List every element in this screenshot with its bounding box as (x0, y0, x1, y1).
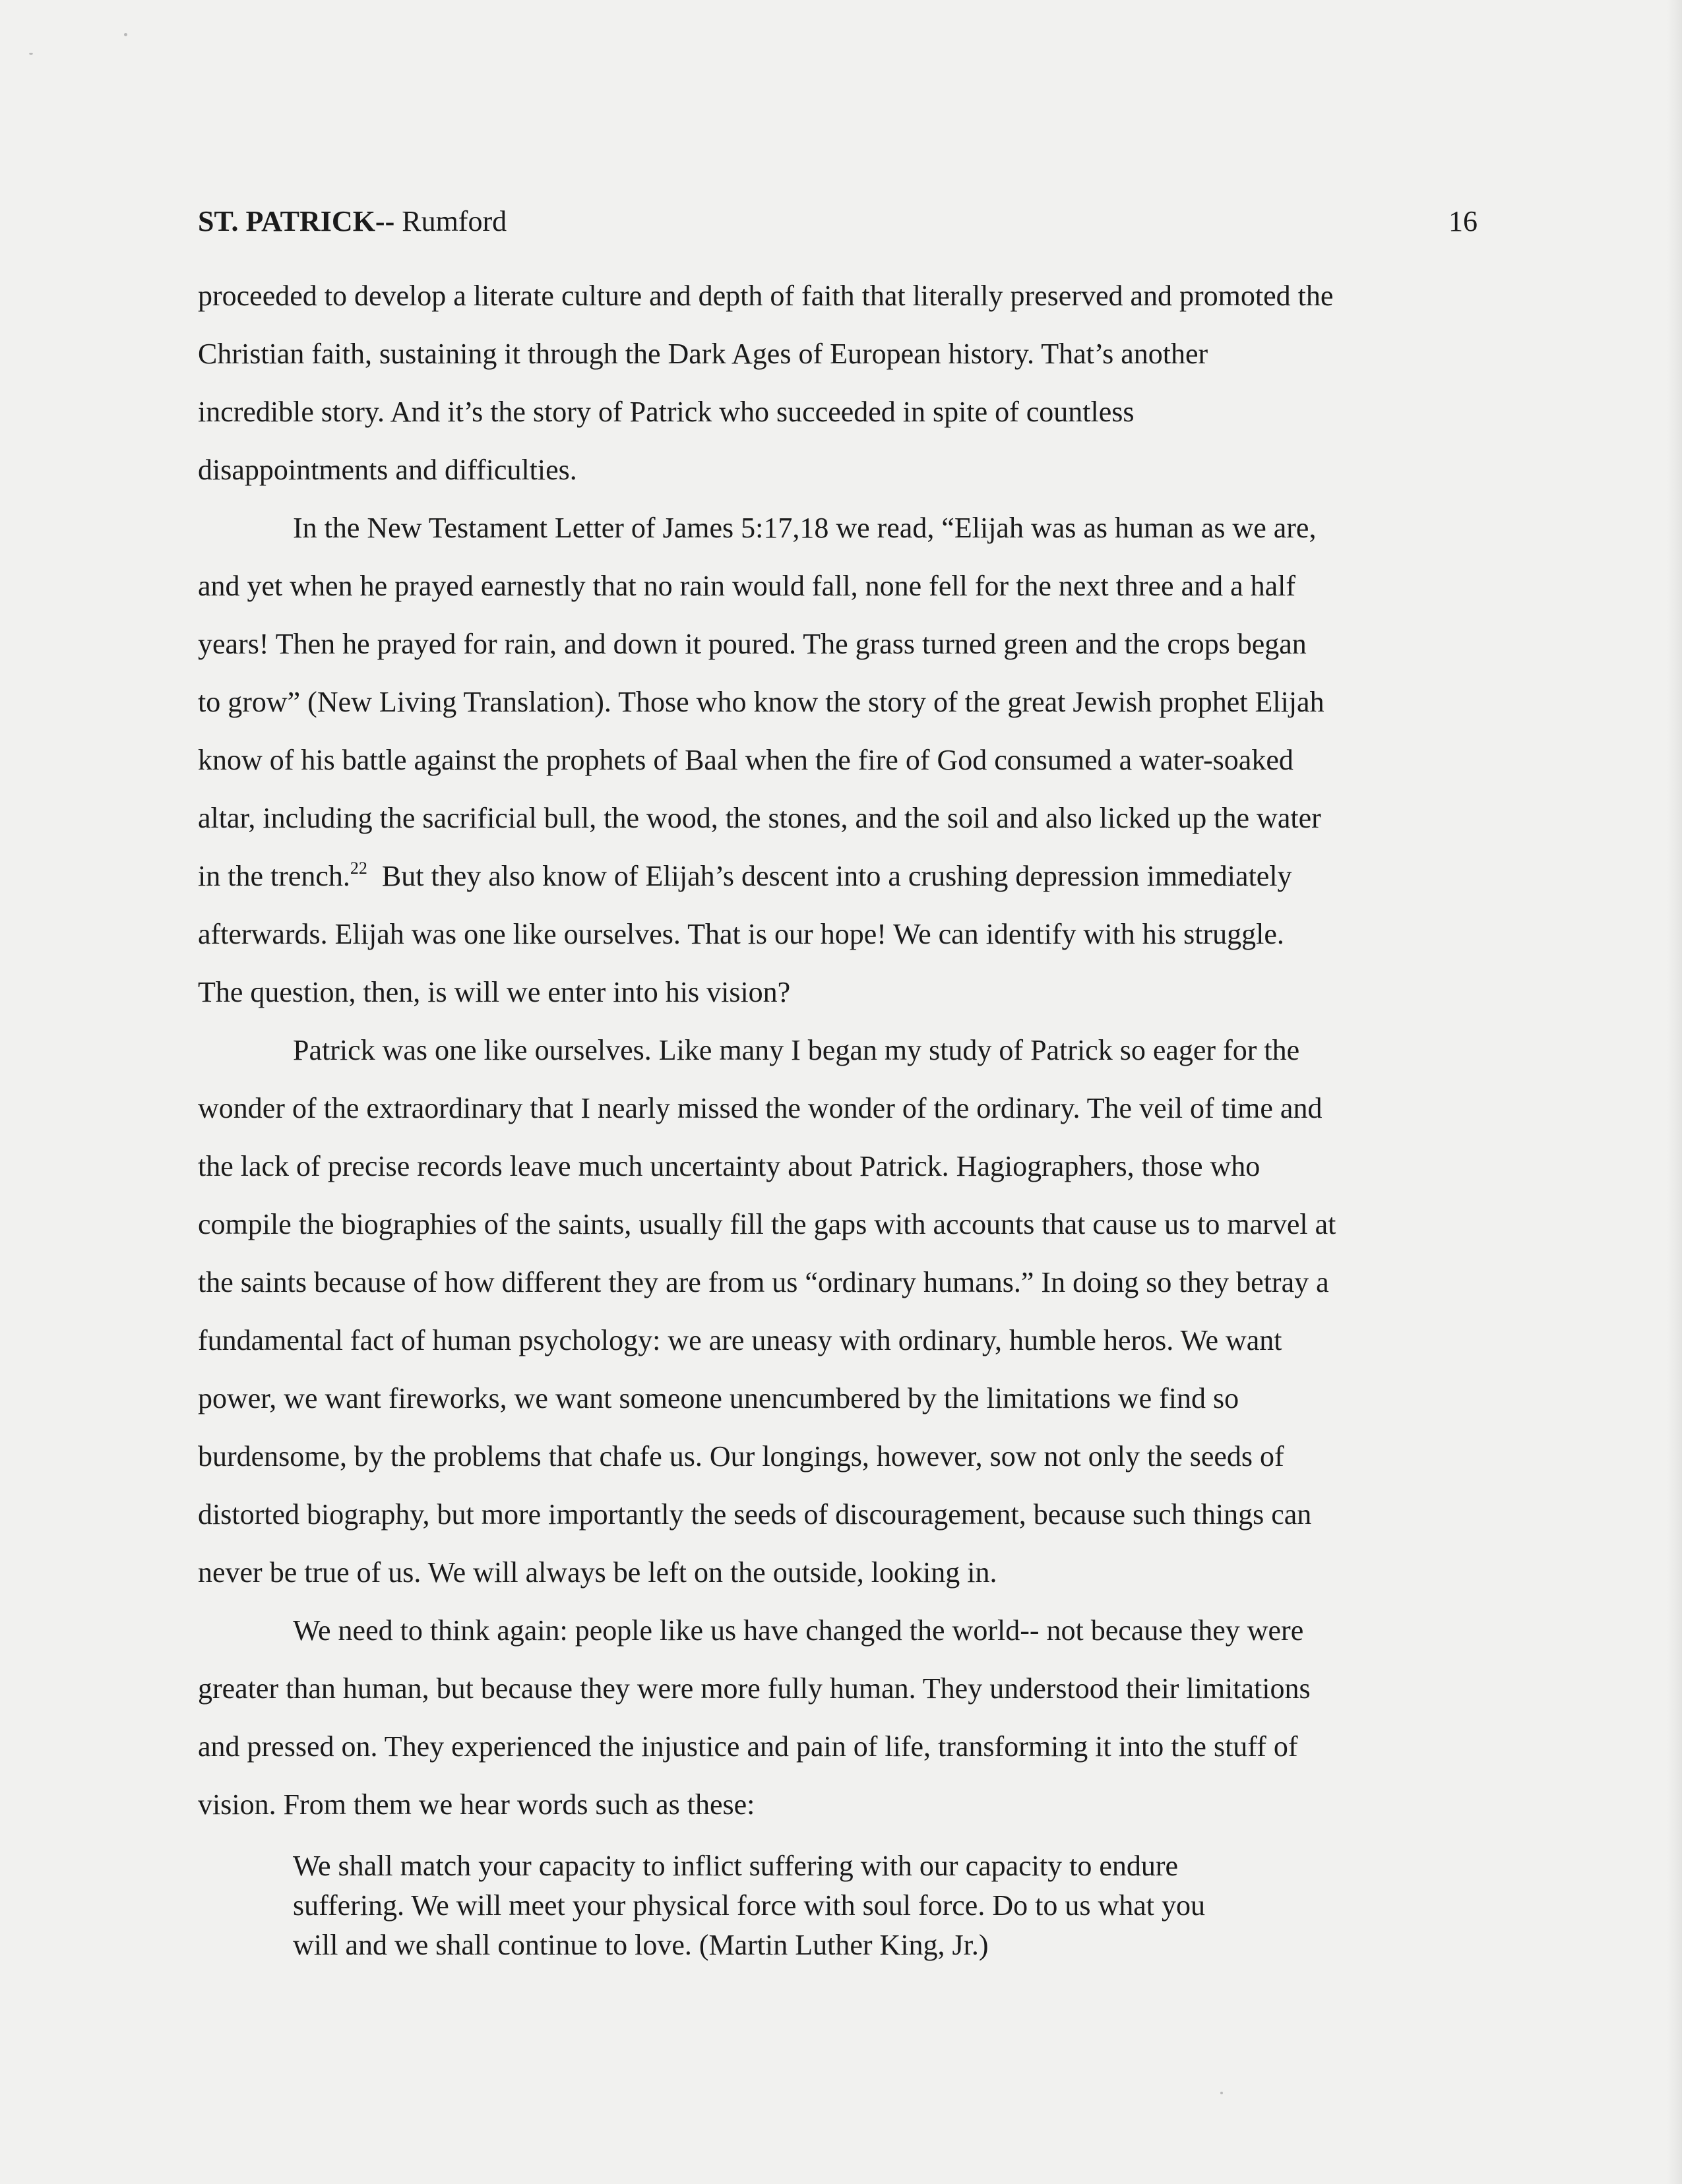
quote-line: will and we shall continue to love. (Martin Luther King, Jr.) (293, 1929, 989, 1961)
body-text (198, 267, 1478, 1834)
text-line: proceeded to develop a literate culture and depth of faith that literally preserved and promoted the (198, 280, 1334, 312)
block-quote (293, 1846, 1401, 1965)
quote-line: suffering. We will meet your physical force with soul force. Do to us what you (293, 1889, 1205, 1922)
page-number: 16 (1448, 205, 1478, 237)
scan-speck (124, 33, 127, 36)
text-line: Christian faith, sustaining it through the Dark Ages of European history. That’s another (198, 338, 1208, 370)
text-line-with-footnote (198, 847, 1478, 905)
text-line: the saints because of how different they are from us “ordinary humans.” In doing so they betray a (198, 1266, 1329, 1298)
text-line: Patrick was one like ourselves. Like many I began my study of Patrick so eager for the (293, 1034, 1300, 1066)
text-line: In the New Testament Letter of James 5:17,18 we read, “Elijah was as human as we are, (293, 512, 1317, 544)
text-line: the lack of precise records leave much uncertainty about Patrick. Hagiographers, those who (198, 1150, 1261, 1182)
text-line: greater than human, but because they were more fully human. They understood their limitations (198, 1672, 1311, 1705)
page-edge-shadow (1667, 0, 1682, 2184)
text-line: know of his battle against the prophets of Baal when the fire of God consumed a water-soaked (198, 744, 1293, 776)
text-line: disappointments and difficulties. (198, 454, 577, 486)
text-line: The question, then, is will we enter into his vision? (198, 976, 791, 1008)
text-line: power, we want fireworks, we want someone unencumbered by the limitations we find so (198, 1382, 1239, 1414)
text-line: incredible story. And it’s the story of Patrick who succeeded in spite of countless (198, 396, 1135, 428)
text-fragment: in the trench. (198, 860, 350, 892)
text-line: compile the biographies of the saints, usually fill the gaps with accounts that cause us to marvel at (198, 1208, 1336, 1240)
text-line: and yet when he prayed earnestly that no rain would fall, none fell for the next three and a half (198, 570, 1296, 602)
text-line: years! Then he prayed for rain, and down it poured. The grass turned green and the crops began (198, 628, 1307, 660)
quote-line: We shall match your capacity to inflict suffering with our capacity to endure (293, 1850, 1179, 1882)
text-line: altar, including the sacrificial bull, the wood, the stones, and the soil and also licked up the water (198, 802, 1321, 834)
scan-speck (29, 53, 33, 55)
text-line: and pressed on. They experienced the injustice and pain of life, transforming it into the stuff of (198, 1730, 1298, 1763)
text-line: burdensome, by the problems that chafe us. Our longings, however, sow not only the seeds of (198, 1440, 1284, 1472)
text-line: never be true of us. We will always be left on the outside, looking in. (198, 1556, 997, 1589)
footnote-marker: 22 (350, 859, 367, 878)
text-line: fundamental fact of human psychology: we are uneasy with ordinary, humble heros. We want (198, 1324, 1282, 1356)
running-title (198, 202, 507, 241)
text-line: afterwards. Elijah was one like ourselves. That is our hope! We can identify with his struggle. (198, 918, 1284, 950)
scan-speck (1220, 2092, 1223, 2094)
running-title-bold: ST. PATRICK-- (198, 205, 395, 237)
text-line: wonder of the extraordinary that I nearly missed the wonder of the ordinary. The veil of time and (198, 1092, 1323, 1124)
page-header (198, 202, 1478, 241)
text-line: We need to think again: people like us have changed the world-- not because they were (293, 1614, 1304, 1647)
running-title-author: Rumford (394, 205, 507, 237)
text-line: vision. From them we hear words such as these: (198, 1788, 755, 1821)
text-line: distorted biography, but more importantly the seeds of discouragement, because such things can (198, 1498, 1312, 1531)
text-line: to grow” (New Living Translation). Those who know the story of the great Jewish prophet Elijah (198, 686, 1324, 718)
text-fragment: But they also know of Elijah’s descent into a crushing depression immediately (367, 860, 1292, 892)
